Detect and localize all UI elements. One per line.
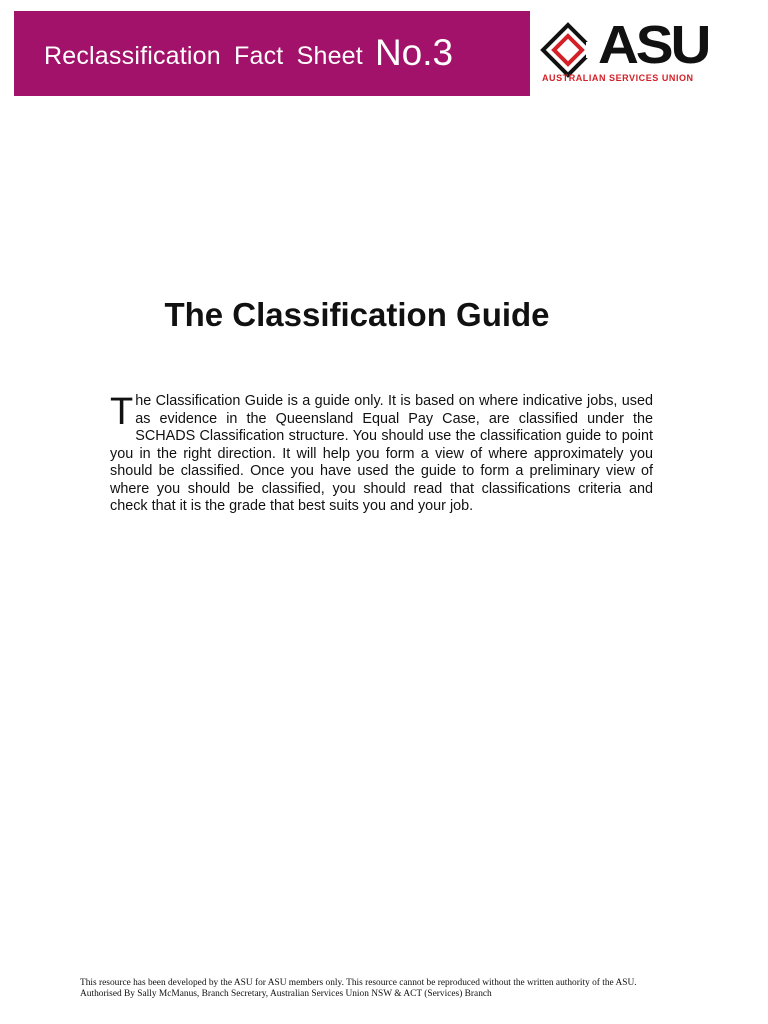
- footer-line-2: Authorised By Sally McManus, Branch Secretary, Australian Services Union NSW & ACT (Services) Branch: [80, 988, 492, 999]
- drop-cap: T: [110, 391, 134, 433]
- asu-logo: [540, 15, 720, 90]
- logo-subtitle: AUSTRALIAN SERVICES UNION: [542, 73, 694, 83]
- body-paragraph: [110, 393, 653, 516]
- footer-line-1: This resource has been developed by the ASU for ASU members only. This resource cannot be reproduced without the written authority of the ASU.: [80, 978, 637, 988]
- footer-notice: [80, 978, 720, 999]
- page-title: The Classification Guide: [164, 296, 550, 333]
- logo-wordmark: ASU: [598, 15, 709, 75]
- paragraph-text: he Classification Guide is a guide only. It is based on where indicative jobs, used as evidence in the Queensland Equal Pay Case, are classified under the SCHADS Classification structure. You should use the classification guide to point you in the right direction. It will help you form a view of where approximately you should be classified. Once you have used the guide to form a preliminary view of where you should be classified, you should read that classifications criteria and check that it is the grade that best suits you and your job.: [110, 393, 653, 514]
- header-title: Reclassification Fact Sheet: [44, 42, 363, 70]
- asu-diamond-logo-icon: [540, 22, 596, 78]
- fact-sheet-number: No.3: [374, 31, 454, 73]
- header-banner: [14, 11, 530, 96]
